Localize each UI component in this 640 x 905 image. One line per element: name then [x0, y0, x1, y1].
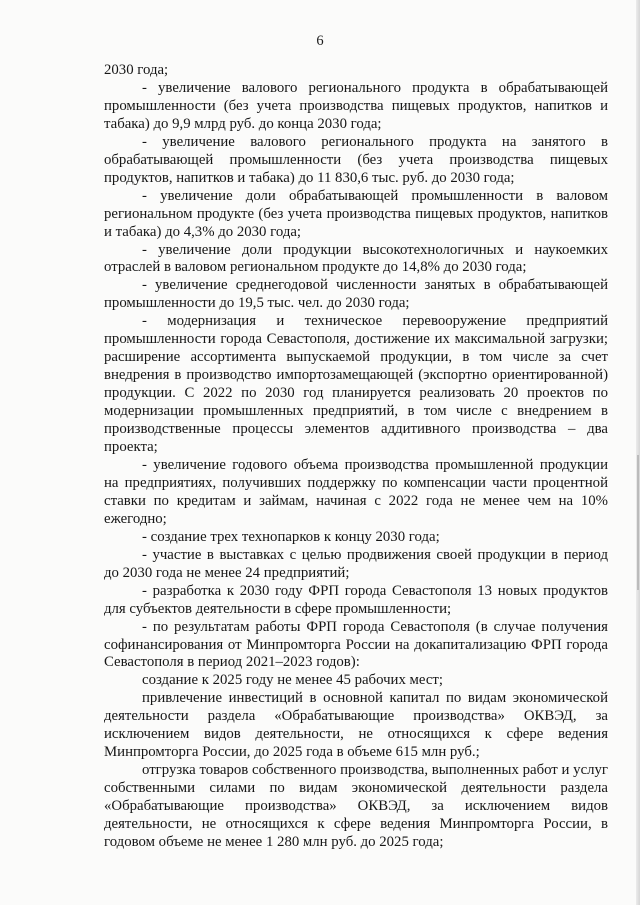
- scan-edge-mark: [637, 455, 639, 590]
- list-item-grp-total: - увеличение валового регионального продукта в обрабатывающей промышленности (без учета производства пищевых продуктов, напитков и табака) до 9,9 млрд руб. до конца 2030 года;: [104, 79, 608, 132]
- page-number: 6: [316, 33, 324, 49]
- list-item-grp-per-employee: - увеличение валового регионального продукта на занятого в обрабатывающей промышленности (без учета производства пищевых продуктов, напитков и табака) до 11 830,6 тыс. руб. до 2030 года;: [104, 133, 608, 186]
- list-item-modernization: - модернизация и техническое перевооружение предприятий промышленности города Севастополя, достижение их максимальной загрузки; расширение ассортимента выпускаемой продукции, в том числе за счет внедрения в производство импортозамещающей (экспортно ориентированной) продукции. С 2022 по 2030 год планируется реализовать 20 проектов по модернизации промышленных предприятий, в том числе с внедрением в производственные процессы элементов аддитивного производства – два проекта;: [104, 313, 608, 456]
- scan-edge-shadow: [636, 0, 640, 905]
- body-text: [104, 62, 608, 852]
- paragraph-jobs: создание к 2025 году не менее 45 рабочих мест;: [142, 672, 444, 689]
- list-item-output-growth: - увеличение годового объема производства промышленной продукции на предприятиях, получивших поддержку по компенсации части процентной ставки по кредитам и займам, начиная с 2022 года не менее чем на 10% ежегодно;: [104, 456, 608, 527]
- list-item-manufacturing-share: - увеличение доли обрабатывающей промышленности в валовом региональном продукте (без учета производства пищевых продуктов, напитков и табака) до 4,3% до 2030 года;: [104, 187, 608, 240]
- list-item-frp-results: - по результатам работы ФРП города Севастополя (в случае получения софинансирования от Минпромторга России на докапитализацию ФРП города Севастополя в период 2021–2023 годов):: [104, 618, 608, 671]
- paragraph-continuation: 2030 года;: [104, 62, 169, 78]
- list-item-technoparks: - создание трех технопарков к концу 2030 года;: [142, 528, 440, 545]
- list-item-frp-products: - разработка к 2030 году ФРП города Севастополя 13 новых продуктов для субъектов деятельности в сфере промышленности;: [104, 582, 608, 617]
- paragraph-investments: привлечение инвестиций в основной капитал по видам экономической деятельности раздела «Обрабатывающие производства» ОКВЭД, за исключением видов деятельности, не относящихся к сфере ведения Минпромторга России, до 2025 года в объеме 615 млн руб.;: [104, 690, 608, 761]
- paragraph-shipment: отгрузка товаров собственного производства, выполненных работ и услуг собственными силами по видам экономической деятельности раздела «Обрабатывающие производства» ОКВЭД, за исключением видов деятельности, не относящихся к сфере ведения Минпромторга России, в годовом объеме не менее 1 280 млн руб. до 2025 года;: [104, 762, 608, 850]
- list-item-hightech-share: - увеличение доли продукции высокотехнологичных и наукоемких отраслей в валовом региональном продукте до 14,8% до 2030 года;: [104, 241, 608, 276]
- list-item-employment: - увеличение среднегодовой численности занятых в обрабатывающей промышленности до 19,5 тыс. чел. до 2030 года;: [104, 277, 608, 312]
- list-item-exhibitions: - участие в выставках с целью продвижения своей продукции в период до 2030 года не менее 24 предприятий;: [104, 546, 608, 581]
